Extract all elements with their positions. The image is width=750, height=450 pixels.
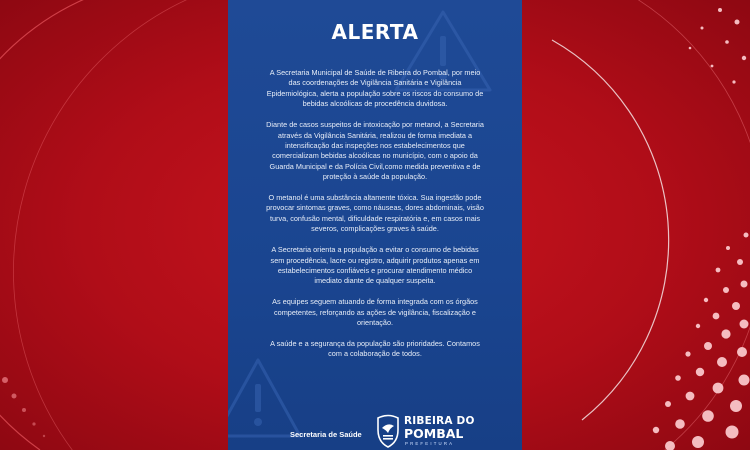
alert-title: ALERTA	[331, 20, 419, 44]
footer	[228, 402, 522, 450]
right-decoration-art	[522, 0, 750, 450]
logo-text-line2: POMBAL	[404, 426, 464, 441]
left-decoration	[0, 0, 228, 450]
paragraph-intro: A Secretaria Municipal de Saúde de Ribeira do Pombal, por meio das coordenações de Vigilância Sanitária e Vigilância Epidemiológica, alerta a população sobre os riscos do consumo de bebidas alcoólicas de procedência duvidosa.	[266, 68, 484, 109]
logo-text-line3: PREFEITURA	[405, 441, 455, 446]
alert-panel	[228, 0, 522, 450]
logo-text-line1: RIBEIRA DO	[404, 415, 475, 427]
paragraph-closing: A saúde e a segurança da população são prioridades. Contamos com a colaboração de todos.	[270, 339, 480, 359]
paragraph-inspections: Diante de casos suspeitos de intoxicação por metanol, a Secretaria através da Vigilância Sanitária, realizou de forma imediata a intensificação das inspeções nos estabelecimentos que comercializam bebidas alcoólicas no município, com o apoio da Guarda Municipal e da Polícia Civil,como medida preventiva e de proteção à saúde da população.	[266, 120, 484, 182]
paragraph-methanol-risks: O metanol é uma substância altamente tóxica. Sua ingestão pode provocar sintomas graves, como náuseas, dores abdominais, visão turva, confusão mental, dificuldade respiratória e, em casos mais severos, complicações graves à saúde.	[266, 193, 484, 234]
department-label: Secretaria de Saúde	[290, 430, 362, 439]
alert-body	[264, 68, 486, 370]
paragraph-teams: As equipes seguem atuando de forma integrada com os órgãos competentes, reforçando as ações de vigilância, fiscalização e orientação.	[272, 297, 478, 328]
left-decoration-art	[0, 0, 228, 450]
right-decoration	[522, 0, 750, 450]
paragraph-guidance: A Secretaria orienta a população a evitar o consumo de bebidas sem procedência, lacre ou registro, adquirir produtos apenas em estabelecimentos confiáveis e procurar atendimento médico imediato diante de qualquer suspeita.	[270, 245, 480, 286]
bird-emblem-icon	[374, 414, 402, 448]
